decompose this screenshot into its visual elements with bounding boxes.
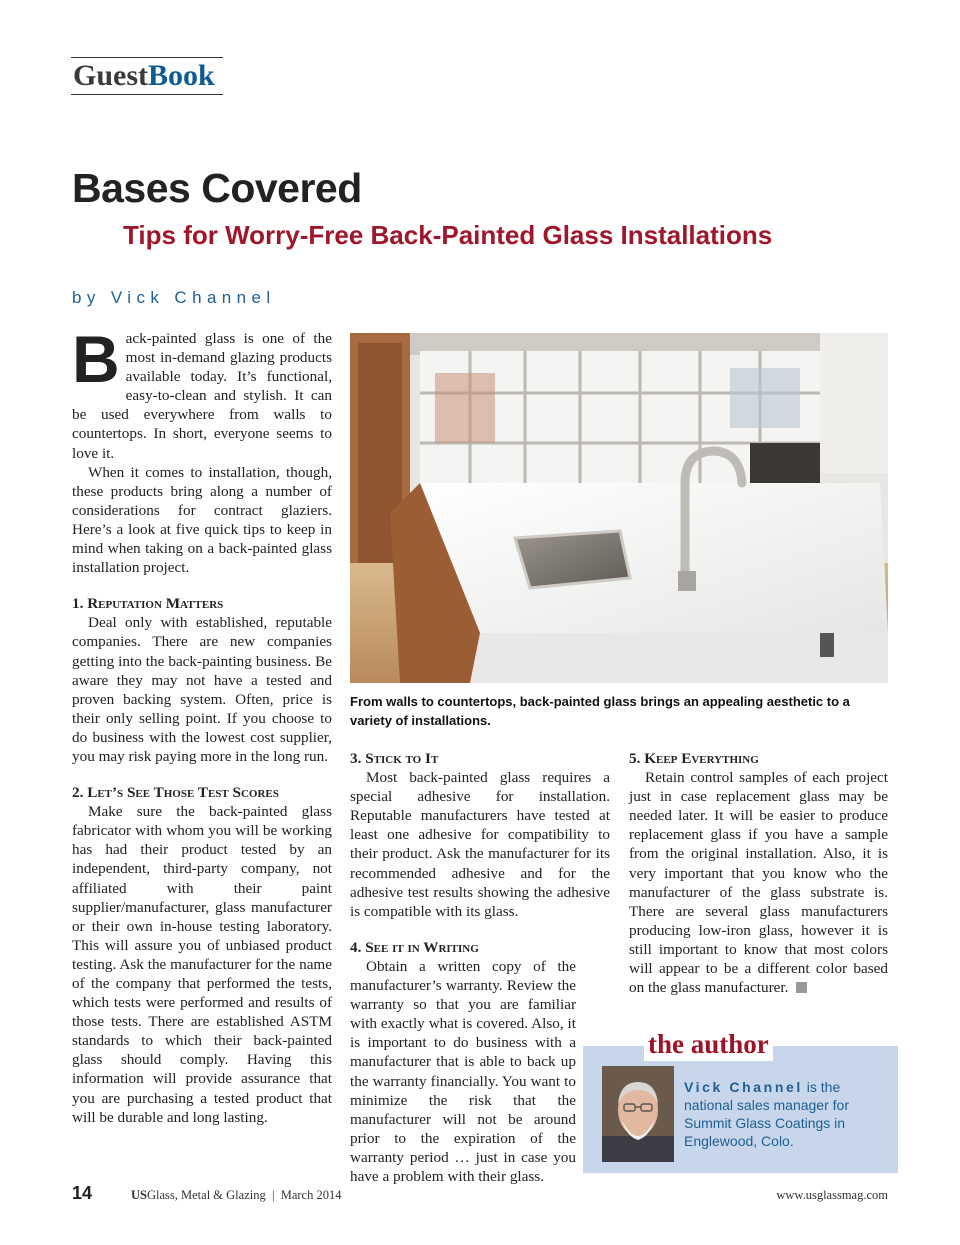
- publication-name-rest: Glass, Metal & Glazing: [146, 1188, 266, 1202]
- tip-3-body: Most back-painted glass requires a special adhesive for installation. Reputable manufacturers have tested at least one adhesive for compatibility to their product. Ask the manufacturer for its recommended adhesive and for the adhesive test results showing the adhesive is compatible with its glass.: [350, 769, 610, 920]
- author-photo: [602, 1066, 674, 1162]
- section-label-book: Book: [148, 59, 215, 92]
- section-header: [71, 57, 223, 95]
- tip-4-heading: 4. See it in Writing: [350, 938, 479, 956]
- section-label-guest: Guest: [73, 59, 148, 92]
- website-url: www.usglassmag.com: [776, 1188, 888, 1202]
- tip-5-heading: 5. Keep Everything: [629, 750, 759, 767]
- column-3: [629, 749, 888, 997]
- photo-caption: From walls to countertops, back-painted glass brings an appealing aesthetic to a variety of installations.: [350, 694, 850, 728]
- page-number: 14: [72, 1183, 93, 1203]
- author-label: the author: [644, 1027, 773, 1061]
- tip-5-body: Retain control samples of each project just in case replacement glass may be needed later. It will be easier to produce replacement glass if you have a sample from the original installation. Also, it is very important that you know who the manufacturer of the glass substrate is. There are several glass manufacturers producing low-iron glass, however it is still important to know that most colors will appear to be a different color based on the glass manufacturer.: [629, 769, 888, 997]
- tip-1-body: Deal only with established, reputable companies. There are new companies getting into the back-painting business. Be aware they may not have a tested and proven backing system. Often, price is their only selling point. If you choose to do business with the lowest cost supplier, you may risk paying more in the long run.: [72, 614, 332, 765]
- author-name: Vick Channel: [684, 1079, 803, 1095]
- tip-5-paragraph: [629, 768, 888, 997]
- byline: by Vick Channel: [72, 288, 276, 307]
- author-portrait-illustration: [602, 1066, 674, 1162]
- issue-date: March 2014: [280, 1188, 342, 1202]
- drop-cap: B: [72, 322, 120, 396]
- publication-info: USGlass, Metal & Glazing | March 2014: [131, 1188, 342, 1202]
- article-title: Bases Covered: [72, 165, 362, 211]
- publication-name-bold: US: [131, 1188, 147, 1202]
- tip-2-heading: 2. Let’s See Those Test Scores: [72, 784, 279, 802]
- tip-3-heading: 3. Stick to It: [350, 750, 439, 767]
- intro-paragraph-2: When it comes to installation, though, these products bring along a number of considerations for contract glaziers. Here’s a look at five quick tips to keep in mind when taking on a back-painted glass installation project.: [72, 463, 332, 577]
- kitchen-photo: [350, 333, 888, 683]
- article-subtitle: Tips for Worry-Free Back-Painted Glass Installations: [123, 220, 773, 250]
- tip-4-body: Obtain a written copy of the manufacturer’s warranty. Review the warranty so that you are familiar with exactly what is covered. Also, it is important to do business with a manufacturer that is able to back up the warranty financially. You want to minimize the risk that the manufacturer will not be around prior to the expiration of the warranty period … just in case you have a problem with their glass.: [350, 957, 576, 1185]
- column-2: [350, 749, 610, 1186]
- tip-1-heading: 1. Reputation Matters: [72, 595, 224, 613]
- column-1: [72, 322, 332, 1127]
- tip-2-body: Make sure the back-painted glass fabricator with whom you will be working has had their product tested by an independent, third-party company, not affiliated with their paint supplier/manufacturer, glass manufacturer or their own in-house testing laboratory. This will assure you of unbiased product testing. Ask the manufacturer for the name of the company that performed the tests, which tests were performed and results of those tests. There are established ASTM standards to which their back-painted glass should comply. Having this information will provide assurance that you are purchasing a tested product that will be durable and long lasting.: [72, 803, 332, 1126]
- intro-paragraph-1: ack-painted glass is one of the most in-demand glazing products available today. It’s functional, easy-to-clean and stylish. It can be used everywhere from walls to countertops. In short, everyone seems to love it.: [72, 330, 332, 462]
- author-bio-text: is the national sales manager for Summit Glass Coatings in Englewood, Colo.: [684, 1079, 849, 1149]
- author-bio: [684, 1078, 884, 1150]
- end-mark-icon: [796, 982, 807, 993]
- kitchen-photo-illustration: [350, 333, 888, 683]
